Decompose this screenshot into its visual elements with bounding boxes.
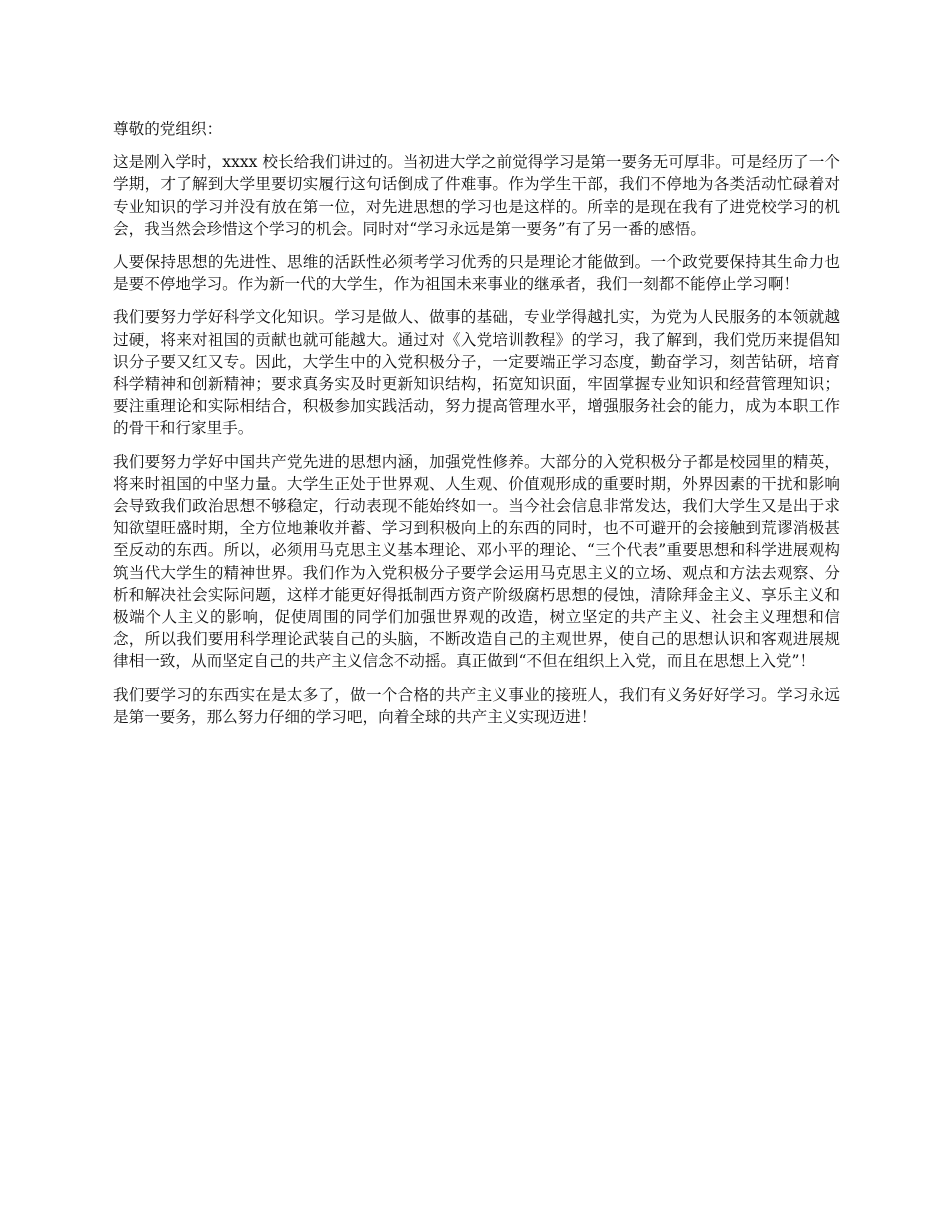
- paragraph-3: 我们要努力学好科学文化知识。学习是做人、做事的基础，专业学得越扎实，为党为人民服务的本领就越过硬，将来对祖国的贡献也就可能越大。通过对《入党培训教程》的学习，我了解到，我们党历来提倡知识分子要又红又专。因此，大学生中的入党积极分子，一定要端正学习态度，勤奋学习，刻苦钻研，培育科学精神和创新精神；要求真务实及时更新知识结构，拓宽知识面，牢固掌握专业知识和经营管理知识；要注重理论和实际相结合，积极参加实践活动，努力提高管理水平，增强服务社会的能力，成为本职工作的骨干和行家里手。: [113, 308, 840, 438]
- paragraph-2: 人要保持思想的先进性、思维的活跃性必须考学习优秀的只是理论才能做到。一个政党要保持其生命力也是要不停地学习。作为新一代的大学生，作为祖国未来事业的继承者，我们一刻都不能停止学习啊！: [113, 253, 840, 294]
- paragraph-4: 我们要努力学好中国共产党先进的思想内涵，加强党性修养。大部分的入党积极分子都是校园里的精英，将来时祖国的中坚力量。大学生正处于世界观、人生观、价值观形成的重要时期，外界因素的干扰和影响会导致我们政治思想不够稳定，行动表现不能始终如一。当今社会信息非常发达，我们大学生又是出于求知欲望旺盛时期，全方位地兼收并蓄、学习到积极向上的东西的同时，也不可避开的会接触到荒谬消极甚至反动的东西。所以，必须用马克思主义基本理论、邓小平的理论、“三个代表”重要思想和科学进展观构筑当代大学生的精神世界。我们作为入党积极分子要学会运用马克思主义的立场、观点和方法去观察、分析和解决社会实际问题，这样才能更好得抵制西方资产阶级腐朽思想的侵蚀，清除拜金主义、享乐主义和极端个人主义的影响，促使周围的同学们加强世界观的改造，树立坚定的共产主义、社会主义理想和信念，所以我们要用科学理论武装自己的头脑，不断改造自己的主观世界，使自己的思想认识和客观进展规律相一致，从而坚定自己的共产主义信念不动摇。真正做到“不但在组织上入党，而且在思想上入党”！: [113, 452, 840, 671]
- salutation: 尊敬的党组织：: [113, 120, 223, 138]
- paragraph-5: 我们要学习的东西实在是太多了，做一个合格的共产主义事业的接班人，我们有义务好好学习。学习永远是第一要务，那么努力仔细的学习吧，向着全球的共产主义实现迈进！: [113, 685, 840, 726]
- paragraph-1: 这是刚入学时，xxxx 校长给我们讲过的。当初进大学之前觉得学习是第一要务无可厚非。可是经历了一个学期，才了解到大学里要切实履行这句话倒成了件难事。作为学生干部，我们不停地为各类活动忙碌着对专业知识的学习并没有放在第一位，对先进思想的学习也是这样的。所幸的是现在我有了进党校学习的机会，我当然会珍惜这个学习的机会。同时对“学习永远是第一要务”有了另一番的感悟。: [113, 153, 840, 238]
- document-page: [113, 118, 840, 739]
